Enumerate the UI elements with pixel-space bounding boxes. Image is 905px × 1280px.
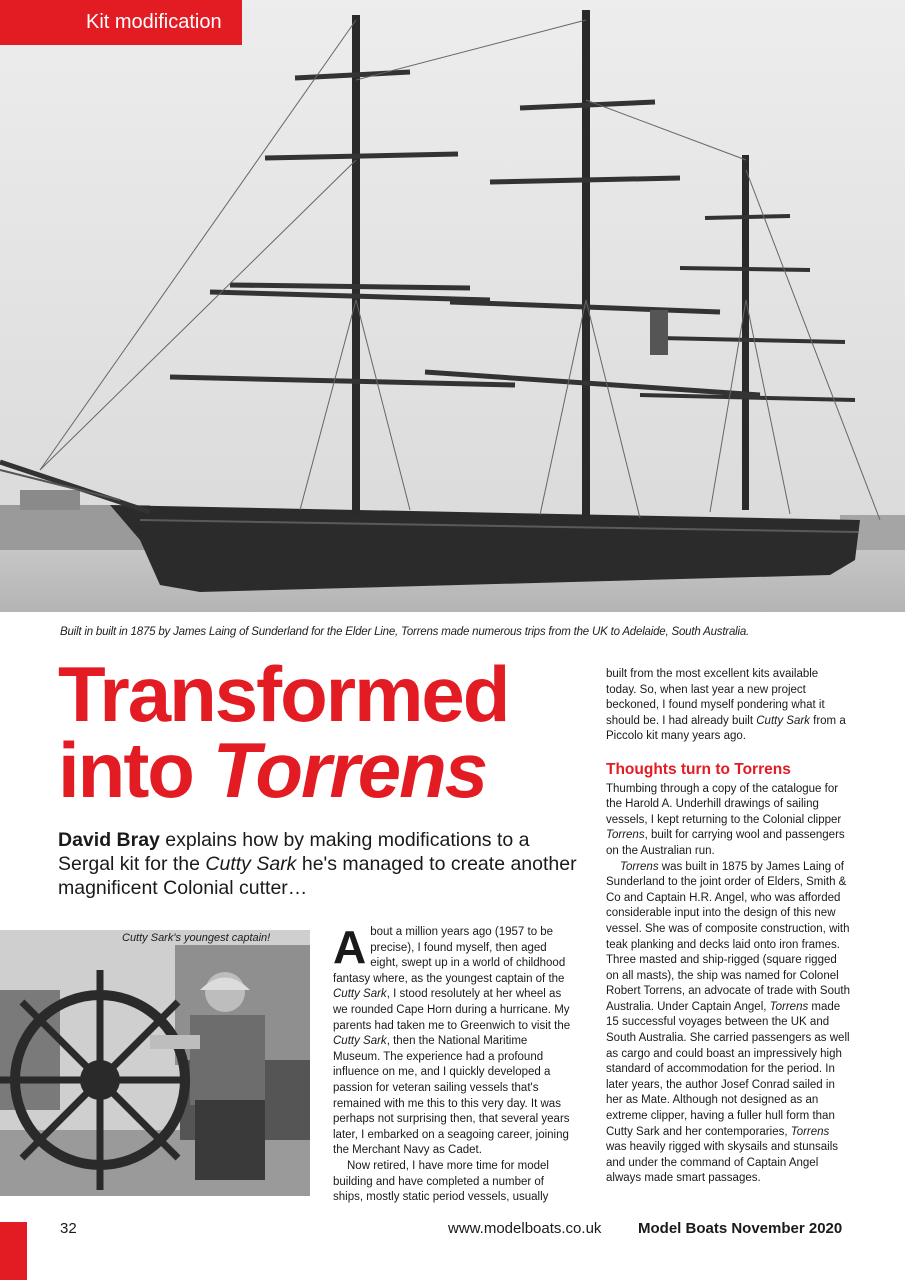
headline	[58, 650, 588, 814]
text-italic: Cutty Sark	[756, 714, 810, 727]
standfirst	[58, 828, 578, 900]
hero-photo	[0, 0, 905, 612]
author-name: David Bray	[58, 829, 160, 851]
website-link[interactable]: www.modelboats.co.uk	[448, 1220, 602, 1237]
text: Thumbing through a copy of the catalogue for the Harold A. Underhill drawings of sailing vessels, I kept returning to the Colonial clipper	[606, 782, 842, 826]
headline-line2a: into	[58, 726, 213, 814]
text: built from the most excellent kits available today. So, when last year a new project beckoned, I found myself pondering what it should be. I had already built	[606, 668, 825, 727]
magazine-issue: Model Boats November 2020	[638, 1220, 843, 1237]
text-italic: Torrens	[620, 860, 659, 873]
paragraph	[333, 921, 573, 1159]
text: , then the National Maritime Museum. The experience had a profound influence on me, and I quickly developed a passion for veteran sailing vessels that's remained with me this to this very day. It was perhaps not surprising then, that several years later, I embarked on a seagoing career, joining the Merchant Navy as Cadet.	[333, 1035, 570, 1157]
text-italic: Torrens	[790, 1125, 830, 1138]
standfirst-text-end: he's managed to create another magnificent Colonial cutter…	[58, 853, 577, 899]
child-illustration	[0, 930, 310, 1196]
section-tab: Kit modification	[0, 0, 242, 45]
text-italic: Cutty Sark	[333, 988, 387, 1001]
dropcap: A	[333, 921, 367, 973]
article-column-3	[606, 667, 851, 1187]
article-column-2	[333, 921, 573, 1206]
text: was heavily rigged with skysails and stunsails and under the command of Captain Angel always made smart passages.	[606, 1141, 839, 1185]
standfirst-italic: Cutty Sark	[205, 853, 297, 875]
text-italic: Torrens	[606, 829, 645, 842]
headline-line1: Transformed	[58, 650, 509, 738]
hero-caption: Built in built in 1875 by James Laing of Sunderland for the Elder Line, Torrens made numerous trips from the UK to Adelaide, South Australia.	[60, 626, 750, 638]
text: was built in 1875 by James Laing of Sunderland to the joint order of Elders, Smith & Co and Captain H.R. Angel, who was afforded considerable input into the design of this new vessel. She was of composite construction, with teak planking and decks laid onto iron frames. Three masted and ship-rigged (square rigged on all masts), the ship was named for Colonel Robert Torrens, an advocate of trade with South Australia. Under Captain Angel,	[606, 860, 850, 1013]
ship-illustration	[0, 0, 905, 612]
text: made 15 successful voyages between the UK and South Australia. She carried passengers as well as cargo and could boast an impressively high standard of accommodation for the period. In later years, the author Josef Conrad sailed in her as Mate. Although not designed as an extreme clipper, having a fuller hull form than Cutty Sark and her contemporaries,	[606, 1000, 850, 1138]
paragraph	[606, 667, 851, 745]
text: bout a million years ago (1957 to be precise), I found myself, then aged eight, swept up in a world of childhood fantasy where, as the youngest captain of the	[333, 926, 566, 985]
page-number: 32	[60, 1220, 77, 1237]
text: , built for carrying wool and passengers on the Australian run.	[606, 829, 845, 857]
text: from a Piccolo kit many years ago.	[606, 714, 846, 743]
footer-accent-bar	[0, 1222, 27, 1280]
child-photo-caption: Cutty Sark's youngest captain!	[122, 932, 271, 944]
text-italic: Torrens	[769, 1000, 809, 1013]
child-photo	[0, 930, 310, 1196]
paragraph	[606, 860, 851, 1187]
text: , I stood resolutely at her wheel as we rounded Cape Horn during a hurricane. My parents had taken me to Greenwich to visit the	[333, 988, 571, 1032]
subheading: Thoughts turn to Torrens	[606, 760, 791, 778]
paragraph	[606, 782, 851, 860]
paragraph: Now retired, I have more time for model building and have completed a number of ships, mostly static period vessels, usually	[333, 1159, 549, 1204]
headline-line2b: Torrens	[212, 726, 487, 814]
standfirst-text: explains how by making modifications to a Sergal kit for the	[58, 829, 530, 875]
text-italic: Cutty Sark	[333, 1035, 387, 1048]
